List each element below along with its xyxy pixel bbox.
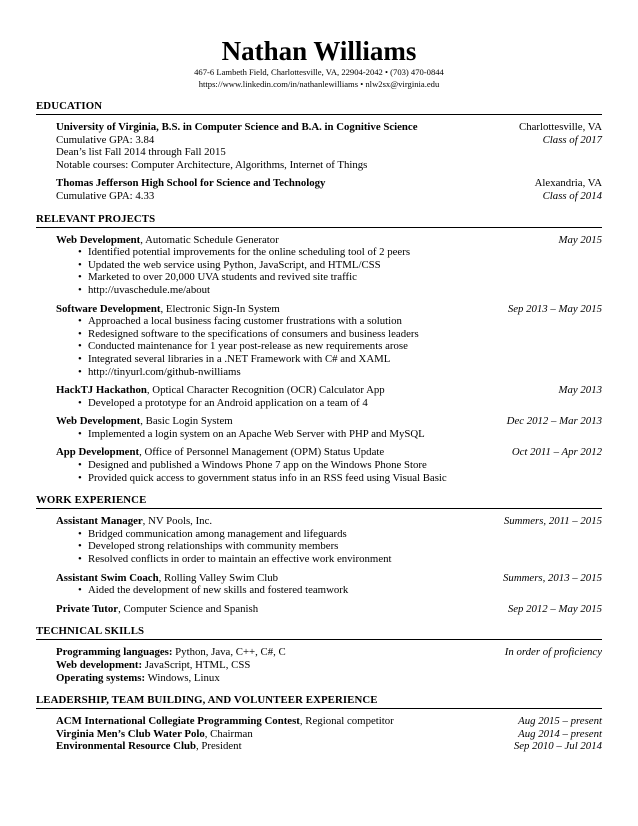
section-heading: RELEVANT PROJECTS — [36, 213, 602, 228]
bullet-item: • Designed and published a Windows Phone 7 app on the Windows Phone Store — [78, 459, 602, 472]
skill-label: Web development: — [56, 659, 143, 671]
skills-section — [36, 625, 602, 684]
project-date: May 2015 — [558, 233, 602, 246]
project-entry — [36, 303, 602, 379]
bullet-item: • Provided quick access to government status info in an RSS feed using Visual Basic — [78, 472, 602, 485]
bullet-item: • Identified potential improvements for the online scheduling tool of 2 peers — [78, 246, 602, 259]
bullet-list — [56, 246, 602, 296]
leadership-date: Aug 2015 – present — [518, 715, 602, 728]
bullet-list — [56, 428, 602, 441]
organization-name: ACM International Collegiate Programming Contest — [56, 715, 300, 728]
bullet-item: • Conducted maintenance for 1 year post-release as new requirements arose — [78, 340, 602, 353]
contact-address-line: 467-6 Lambeth Field, Charlottesville, VA, 22904-2042 • (703) 470-0844 — [194, 67, 444, 77]
section-heading: TECHNICAL SKILLS — [36, 625, 602, 640]
organization-role: , Chairman — [204, 727, 253, 740]
project-role: Web Development — [56, 233, 141, 246]
section-heading: EDUCATION — [36, 100, 602, 115]
work-entry — [36, 572, 602, 597]
bullet-list — [56, 459, 602, 484]
project-role: Software Development — [56, 302, 161, 315]
job-title: Private Tutor — [56, 602, 119, 615]
skill-label: Operating systems: — [56, 671, 146, 684]
school-name: University of Virginia, B.S. in Computer Science and B.A. in Cognitive Science — [56, 121, 418, 133]
job-title: Assistant Swim Coach — [56, 571, 159, 584]
education-entry — [36, 177, 602, 202]
bullet-item: • Approached a local business facing customer frustrations with a solution — [78, 315, 602, 328]
education-entry — [36, 121, 602, 171]
school-name: Thomas Jefferson High School for Science and Technology — [56, 177, 326, 190]
bullet-item: • Integrated several libraries in a .NET Framework with C# and XAML — [78, 353, 602, 366]
projects-section — [36, 213, 602, 485]
bullet-list — [56, 397, 602, 410]
education-date: Class of 2017 — [542, 133, 602, 146]
bullet-item: • Updated the web service using Python, JavaScript, and HTML/CSS — [78, 259, 602, 272]
bullet-item: • Implemented a login system on an Apache Web Server with PHP and MySQL — [78, 428, 602, 441]
skill-value: Windows, Linux — [145, 671, 220, 684]
education-detail: Cumulative GPA: 3.84 — [56, 133, 155, 146]
resume-name: Nathan Williams — [221, 36, 417, 66]
project-role: Web Development — [56, 415, 141, 428]
organization-role: , Regional competitor — [299, 715, 394, 728]
school-location: Charlottesville, VA — [519, 121, 602, 133]
project-entry — [36, 234, 602, 297]
work-section — [36, 494, 602, 615]
project-role: HackTJ Hackathon — [56, 384, 147, 397]
education-section — [36, 100, 602, 203]
education-date: Class of 2014 — [542, 189, 602, 202]
project-date: May 2013 — [558, 384, 602, 397]
skill-label: Programming languages: — [56, 646, 173, 659]
bullet-item: • http://uvaschedule.me/about — [78, 284, 602, 297]
leadership-date: Sep 2010 – Jul 2014 — [513, 740, 602, 753]
bullet-item: • Marketed to over 20,000 UVA students and revived site traffic — [78, 271, 602, 284]
job-title: Assistant Manager — [56, 515, 143, 528]
project-description: , Basic Login System — [140, 415, 233, 428]
skills-entry — [36, 646, 602, 684]
project-description: , Optical Character Recognition (OCR) Calculator App — [146, 384, 385, 397]
project-date: Sep 2013 – May 2015 — [507, 302, 602, 315]
bullet-item: • Developed strong relationships with community members — [78, 540, 602, 553]
bullet-item: • Aided the development of new skills and fostered teamwork — [78, 584, 602, 597]
leadership-date: Aug 2014 – present — [518, 727, 602, 740]
contact-web-line: https://www.linkedin.com/in/nathanlewilliams • nlw2sx@virginia.edu — [198, 79, 440, 89]
bullet-item: • Redesigned software to the specifications of consumers and business leaders — [78, 328, 602, 341]
skill-value: JavaScript, HTML, CSS — [142, 659, 251, 671]
job-employer: , Computer Science and Spanish — [118, 602, 259, 615]
job-date: Summers, 2011 – 2015 — [503, 515, 602, 528]
project-description: , Office of Personnel Management (OPM) Status Update — [139, 446, 385, 459]
organization-role: , President — [195, 740, 242, 753]
section-heading: LEADERSHIP, TEAM BUILDING, AND VOLUNTEER EXPERIENCE — [36, 694, 602, 709]
organization-name: Environmental Resource Club — [56, 740, 196, 753]
bullet-list — [56, 315, 602, 378]
leadership-section — [36, 694, 602, 753]
project-description: , Electronic Sign-In System — [160, 302, 280, 315]
job-date: Sep 2012 – May 2015 — [507, 602, 602, 615]
education-detail: Notable courses: Computer Architecture, Algorithms, Internet of Things — [56, 158, 368, 171]
education-detail: Cumulative GPA: 4.33 — [56, 189, 155, 202]
leadership-entry — [36, 715, 602, 753]
project-role: App Development — [56, 446, 140, 459]
work-entry — [36, 603, 602, 616]
work-entry — [36, 515, 602, 565]
job-date: Summers, 2013 – 2015 — [503, 571, 602, 584]
bullet-item: • Resolved conflicts in order to maintain an effective work environment — [78, 553, 602, 566]
project-entry — [36, 446, 602, 484]
skills-note: In order of proficiency — [504, 646, 602, 659]
project-date: Oct 2011 – Apr 2012 — [511, 446, 602, 459]
education-detail: Dean’s list Fall 2014 through Fall 2015 — [56, 146, 226, 159]
project-date: Dec 2012 – Mar 2013 — [506, 415, 602, 428]
organization-name: Virginia Men’s Club Water Polo — [56, 727, 205, 740]
job-employer: , Rolling Valley Swim Club — [158, 571, 279, 584]
job-employer: , NV Pools, Inc. — [142, 515, 213, 528]
project-entry — [36, 415, 602, 440]
bullet-list — [56, 528, 602, 566]
bullet-item: • Developed a prototype for an Android application on a team of 4 — [78, 397, 602, 410]
section-heading: WORK EXPERIENCE — [36, 494, 602, 509]
school-location: Alexandria, VA — [534, 177, 602, 190]
bullet-item: • Bridged communication among management and lifeguards — [78, 528, 602, 541]
project-description: , Automatic Schedule Generator — [140, 233, 279, 246]
skill-value: Python, Java, C++, C#, C — [172, 646, 286, 659]
bullet-item: • http://tinyurl.com/github-nwilliams — [78, 366, 602, 379]
project-entry — [36, 384, 602, 409]
bullet-list — [56, 584, 602, 597]
